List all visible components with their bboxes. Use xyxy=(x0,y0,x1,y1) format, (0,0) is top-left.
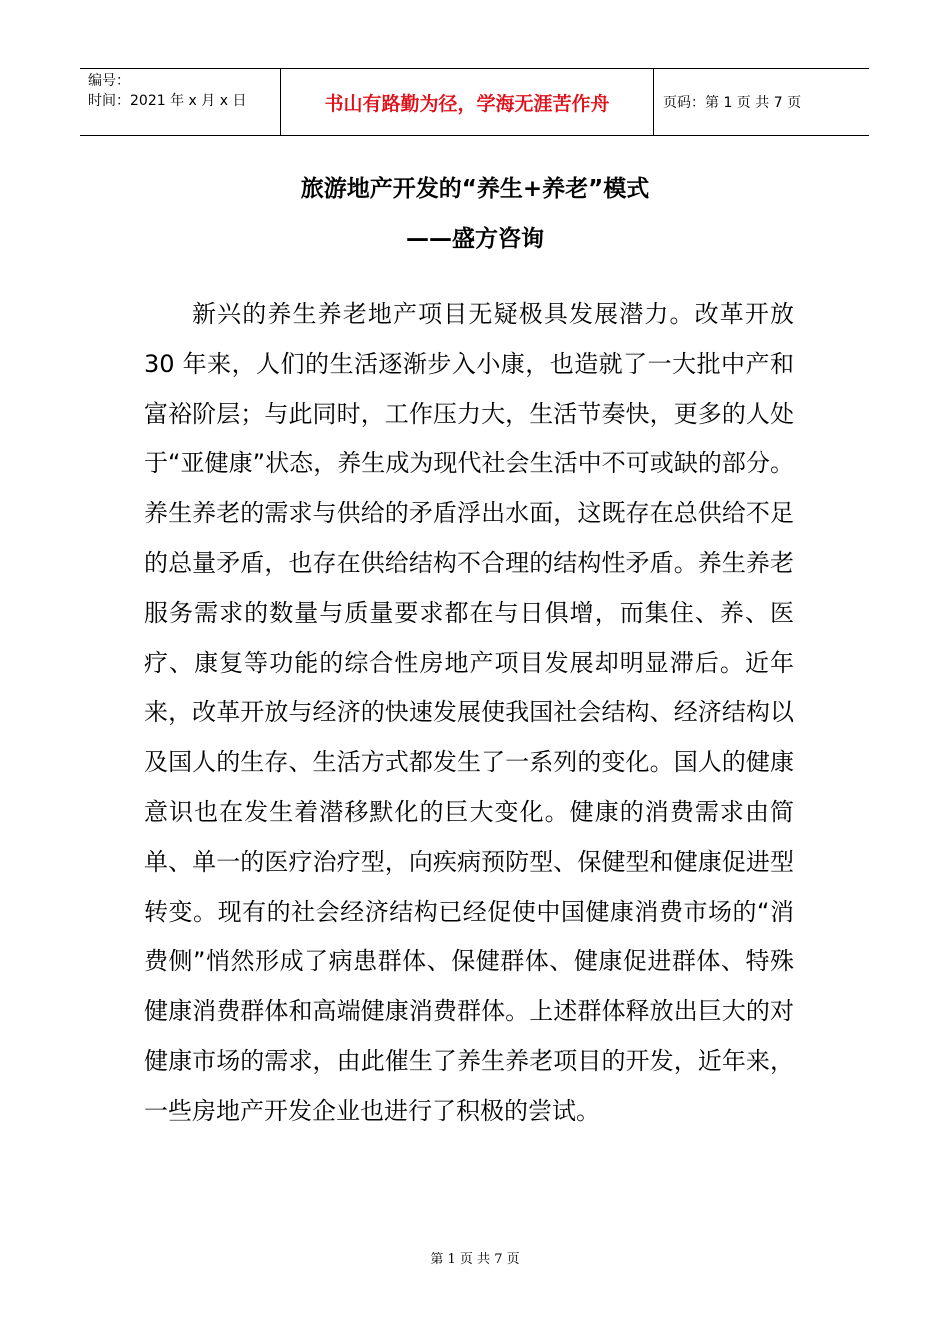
header-page-cell xyxy=(654,69,869,135)
document-header xyxy=(80,68,869,136)
page-label: 页码：第 1 页 共 7 页 xyxy=(663,95,802,111)
document-subtitle: ——盛方咨询 xyxy=(406,226,544,252)
page-footer: 第 1 页 共 7 页 xyxy=(430,1252,520,1267)
time-label: 时间：2021 年 x 月 x 日 xyxy=(88,93,247,109)
body-paragraph: 新兴的养生养老地产项目无疑极具发展潜力。改革开放 30 年来，人们的生活逐渐步入小康，也造就了一大批中产和富裕阶层；与此同时，工作压力大，生活节奏快，更多的人处于“亚健康”状态，养生成为现代社会生活中不可或缺的部分。养生养老的需求与供给的矛盾浮出水面，这既存在总供给不足的总量矛盾，也存在供给结构不合理的结构性矛盾。养生养老服务需求的数量与质量要求都在与日俱增，而集住、养、医疗、康复等功能的综合性房地产项目发展却明显滞后。近年来，改革开放与经济的快速发展使我国社会结构、经济结构以及国人的生存、生活方式都发生了一系列的变化。国人的健康意识也在发生着潜移默化的巨大变化。健康的消费需求由简单、单一的医疗治疗型，向疾病预防型、保健型和健康促进型转变。现有的社会经济结构已经促使中国健康消费市场的“消费侧”悄然形成了病患群体、保健群体、健康促进群体、特殊健康消费群体和高端健康消费群体。上述群体释放出巨大的对健康市场的需求，由此催生了养生养老项目的开发，近年来，一些房地产开发企业也进行了积极的尝试。 xyxy=(144,300,794,1125)
number-label: 编号： xyxy=(88,73,130,89)
header-motto-cell xyxy=(281,69,654,135)
motto-text: 书山有路勤为径，学海无涯苦作舟 xyxy=(324,92,610,115)
document-title: 旅游地产开发的“养生+养老”模式 xyxy=(300,176,650,202)
header-info-cell xyxy=(80,69,281,135)
